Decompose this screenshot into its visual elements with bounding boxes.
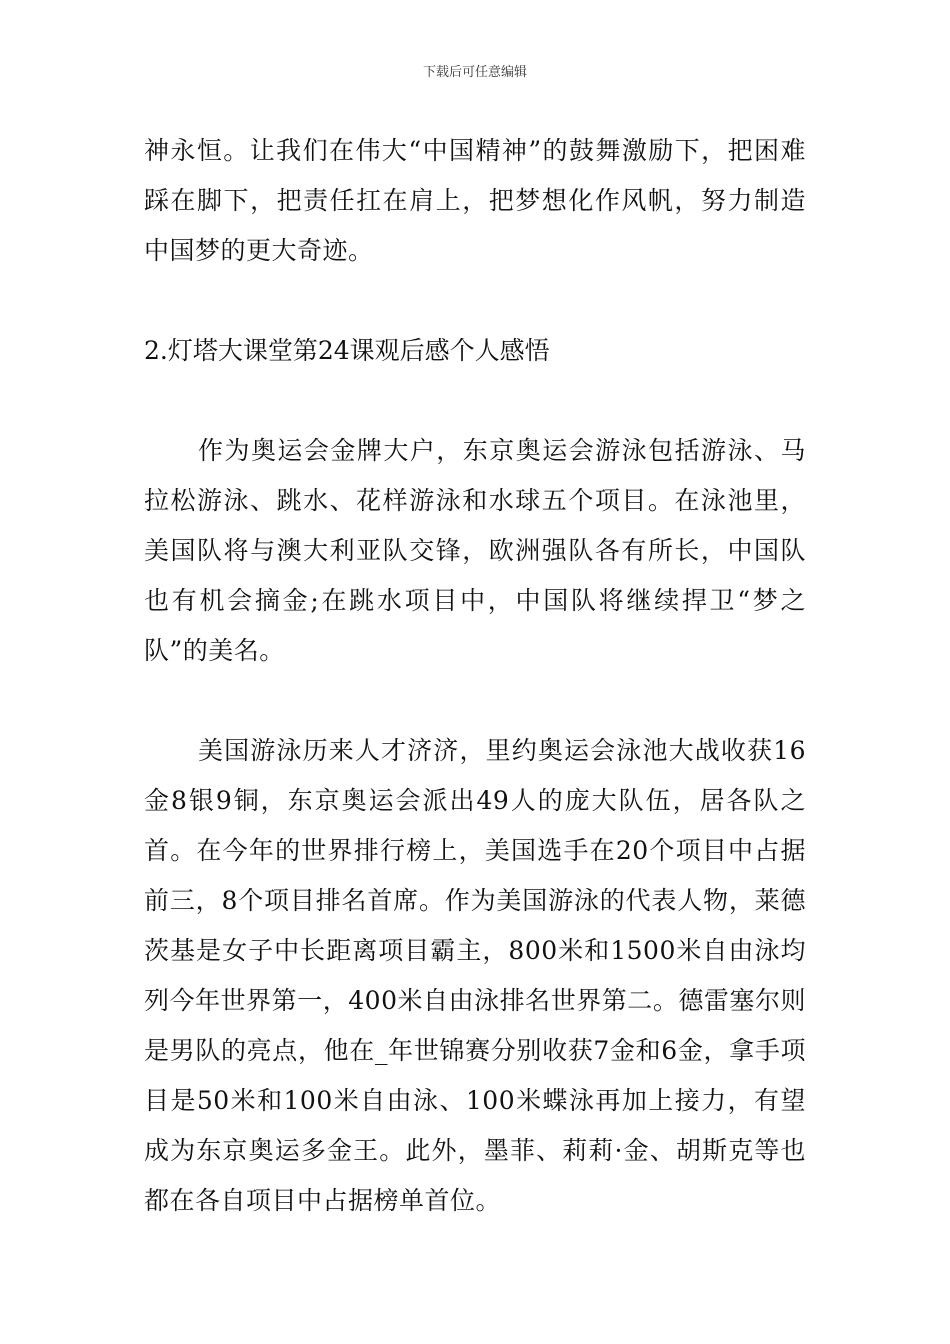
paragraph-spacer xyxy=(144,376,806,426)
page-header-note: 下载后可任意编辑 xyxy=(422,65,527,80)
continuation-paragraph: 神永恒。让我们在伟大“中国精神”的鼓舞激励下，把困难踩在脚下，把责任扛在肩上，把梦想化作风帆，努力制造中国梦的更大奇迹。 xyxy=(144,136,806,265)
document-body xyxy=(144,126,806,1226)
body-paragraph-2: 美国游泳历来人才济济，里约奥运会泳池大战收获16金8银9铜，东京奥运会派出49人的庞大队伍，居各队之首。在今年的世界排行榜上，美国选手在20个项目中占据前三，8个项目排名首席。作为美国游泳的代表人物，莱德茨基是女子中长距离项目霸主，800米和1500米自由泳均列今年世界第一，400米自由泳排名世界第二。德雷塞尔则是男队的亮点，他在_年世锦赛分别收获7金和6金，拿手项目是50米和100米自由泳、100米蝶泳再加上接力，有望成为东京奥运多金王。此外，墨菲、莉莉·金、胡斯克等也都在各自项目中占据榜单首位。 xyxy=(144,736,806,1215)
paragraph-spacer xyxy=(144,276,806,326)
paragraph-spacer xyxy=(144,676,806,726)
body-paragraph-1: 作为奥运会金牌大户，东京奥运会游泳包括游泳、马拉松游泳、跳水、花样游泳和水球五个项目。在泳池里，美国队将与澳大利亚队交锋，欧洲强队各有所长，中国队也有机会摘金;在跳水项目中，中国队将继续捍卫“梦之队”的美名。 xyxy=(144,436,806,665)
section-heading: 2.灯塔大课堂第24课观后感个人感悟 xyxy=(144,336,550,365)
